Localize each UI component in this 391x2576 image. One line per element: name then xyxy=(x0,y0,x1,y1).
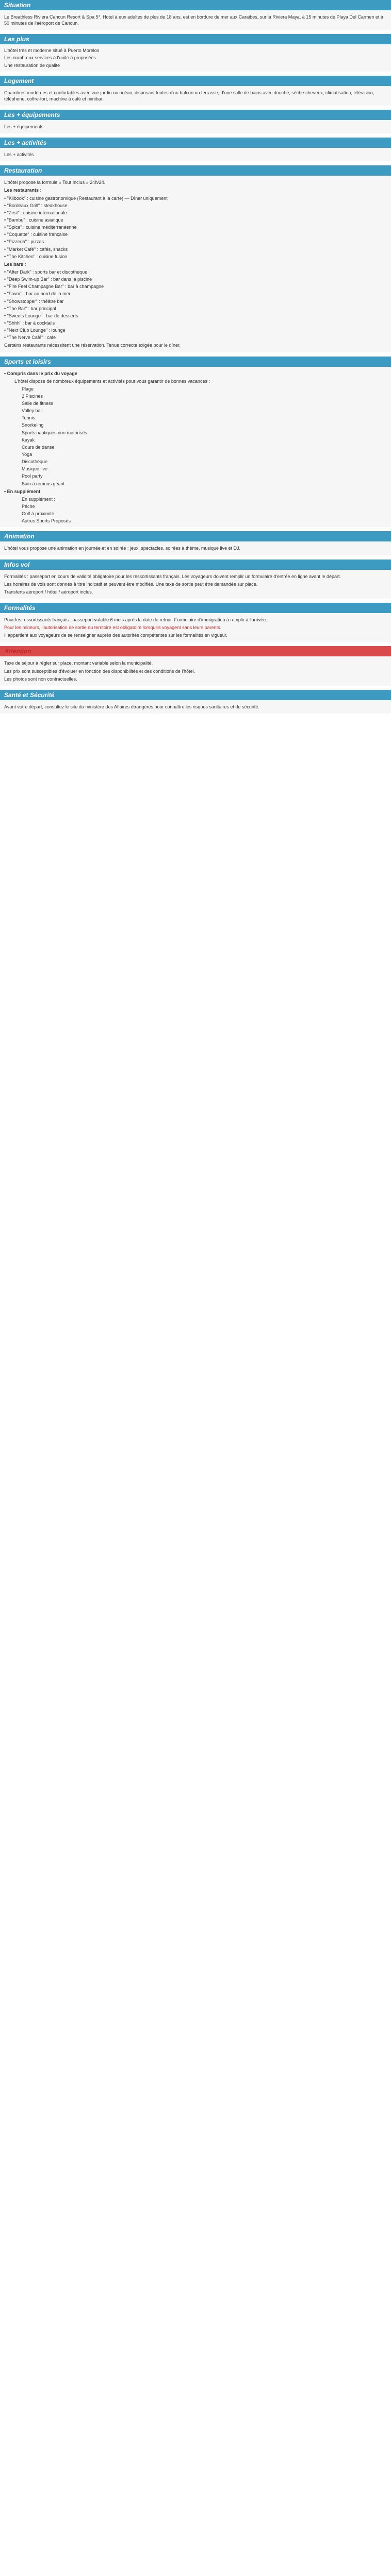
restaurant-item: • "Zest" : cuisine internationale xyxy=(4,210,387,216)
included-intro: L'hôtel dispose de nombreux équipements et activités pour vous garantir de bonnes vacances : xyxy=(14,378,210,384)
attention-p3: Les photos sont non contractuelles. xyxy=(4,676,77,682)
restauration-note: Certains restaurants nécessitent une réservation. Tenue correcte exigée pour le dîner. xyxy=(4,343,181,348)
section-body-animation xyxy=(0,541,391,555)
formalites-p2: Pour les mineurs, l'autorisation de sortie du territoire est obligatoire lorsqu'ils voyagent sans leurs parents. xyxy=(4,625,222,631)
bar-item: • "Showstopper" : théâtre bar xyxy=(4,298,387,304)
restaurants-label: Les restaurants : xyxy=(4,188,42,193)
activites-text: Les + activités xyxy=(4,152,34,158)
restaurant-item: • "Kiibook" : cuisine gastronomique (Restaurant à la carte) — Dîner uniquement xyxy=(4,195,387,201)
bar-item: • "The Nerve Café" : café xyxy=(4,334,387,341)
included-item: Sports nautiques non motorisés xyxy=(22,430,87,435)
section-body-formalites xyxy=(0,613,391,642)
optional-label: • En supplément xyxy=(4,488,387,495)
section-heading-equipements: Les + équipements xyxy=(0,110,391,120)
section-body-restauration xyxy=(0,176,391,352)
restauration-intro: L'hôtel propose la formule « Tout Inclus » 24h/24. xyxy=(4,180,106,185)
formalites-p1: Pour les ressortissants français : passeport valable 6 mois après la date de retour. Formulaire d'immigration à remplir à l'arrivée. xyxy=(4,617,267,623)
section-heading-sante: Santé et Sécurité xyxy=(0,690,391,700)
plus-line: Une restauration de qualité xyxy=(4,62,60,68)
bar-item: • "Deep Swim-up Bar" : bar dans la piscine xyxy=(4,276,387,282)
optional-item: Pêche xyxy=(22,504,35,510)
section-body-plus xyxy=(0,44,391,71)
bar-item: • "Next Club Lounge" : lounge xyxy=(4,327,387,333)
bar-item: • "Favor" : bar au bord de la mer xyxy=(4,291,387,297)
section-heading-logement: Logement xyxy=(0,76,391,86)
included-item: Salle de fitness xyxy=(22,401,54,406)
section-body-attention xyxy=(0,656,391,685)
section-body-logement xyxy=(0,86,391,106)
plus-line: Les nombreux services à l'unité à proposées xyxy=(4,55,96,61)
included-item: Yoga xyxy=(22,452,32,457)
bar-item: • "Fire Feel Champagne Bar" : bar à champagne xyxy=(4,283,387,290)
section-body-sports xyxy=(0,367,391,528)
section-heading-plus: Les plus xyxy=(0,34,391,44)
section-body-equipements xyxy=(0,120,391,133)
restaurant-item: • "Spice" : cuisine méditerranéenne xyxy=(4,224,387,230)
optional-item: En supplément : xyxy=(22,496,56,502)
restaurant-item: • "Bambu" : cuisine asiatique xyxy=(4,217,387,223)
section-body-situation xyxy=(0,10,391,30)
page xyxy=(0,0,391,714)
restaurant-item: • "Market Café" : cafés, snacks xyxy=(4,246,387,252)
section-body-sante xyxy=(0,700,391,714)
bar-item: • "Sweets Lounge" : bar de desserts xyxy=(4,313,387,319)
formalites-p3: Il appartient aux voyageurs de se renseigner auprès des autorités compétentes sur les formalités en vigueur. xyxy=(4,633,227,638)
section-heading-infos-vol: Infos vol xyxy=(0,560,391,570)
logement-text: Chambres modernes et confortables avec vue jardin ou océan, disposant toutes d'un balcon ou terrasse, d'une salle de bains avec douche, sèche-cheveux, climatisation, télévision, téléphone, coffre-fort, machine à café et minibar. xyxy=(4,90,374,101)
infos-vol-p1: Formalités : passeport en cours de validité obligatoire pour les ressortissants français. Les voyageurs doivent remplir un formulaire d'entrée en ligne avant le départ. xyxy=(4,573,341,579)
attention-p1: Taxe de séjour à régler sur place, montant variable selon la municipalité. xyxy=(4,660,153,666)
included-item: Snorkeling xyxy=(22,422,44,428)
section-heading-formalites: Formalités xyxy=(0,603,391,613)
equipements-text: Les + équipements xyxy=(4,124,44,129)
included-item: Volley ball xyxy=(22,408,43,414)
sante-text: Avant votre départ, consultez le site du ministère des Affaires étrangères pour connaître les risques sanitaires et de sécurité. xyxy=(4,704,259,709)
included-label: • Compris dans le prix du voyage xyxy=(4,370,387,377)
section-heading-animation: Animation xyxy=(0,531,391,541)
animation-text: L'hôtel vous propose une animation en journée et en soirée : jeux, spectacles, soirées à thème, musique live et DJ. xyxy=(4,546,240,551)
included-item: Musique live xyxy=(22,466,48,472)
restaurant-item: • "The Kitchen" : cuisine fusion xyxy=(4,253,387,260)
infos-vol-p2: Les horaires de vols sont donnés à titre indicatif et peuvent être modifiés. Une taxe de sortie peut être demandée sur place. xyxy=(4,581,258,587)
restaurant-item: • "Pizzeria" : pizzas xyxy=(4,239,387,245)
section-body-infos-vol xyxy=(0,570,391,599)
situation-text: Le Breathless Riviera Cancun Resort & Spa 5*, Hotel à eux adultes de plus de 18 ans, est en bordure de mer aux Caraibes, sur la Riviera Maya, à 15 minutes de Playa Del Carmen et à 50 minutes de l'aéroport de Cancun. xyxy=(4,14,383,26)
restaurant-item: • "Bordeaux Grill" : steakhouse xyxy=(4,202,387,209)
bars-label: Les bars : xyxy=(4,261,26,267)
attention-p2: Les prix sont susceptibles d'évoluer en fonction des disponibilités et des conditions de l'hôtel. xyxy=(4,668,196,674)
optional-item: Autres Sports Proposés xyxy=(22,518,71,524)
included-item: Pool party xyxy=(22,473,43,479)
infos-vol-p3: Transferts aéroport / hôtel / aéroport inclus. xyxy=(4,589,93,595)
bar-item: • "The Bar" : bar principal xyxy=(4,306,387,312)
section-body-activites xyxy=(0,148,391,161)
included-item: Tennis xyxy=(22,415,36,421)
section-heading-restauration: Restauration xyxy=(0,165,391,176)
included-item: Discothèque xyxy=(22,459,48,465)
included-item: Kayak xyxy=(22,437,35,443)
included-item: Bain à remous géant xyxy=(22,481,65,486)
section-heading-attention: Attention xyxy=(0,646,391,656)
restaurant-item: • "Coquette" : cuisine française xyxy=(4,231,387,238)
included-item: Plage xyxy=(22,386,34,392)
section-heading-activites: Les + activités xyxy=(0,138,391,148)
bar-item: • "Shhh" : bar à cocktails xyxy=(4,320,387,326)
plus-line: L'hôtel très et moderne situé à Puerto Morelos xyxy=(4,48,100,54)
optional-item: Golf à proximité xyxy=(22,511,55,517)
included-item: Cours de danse xyxy=(22,444,55,450)
included-item: 2 Piscines xyxy=(22,393,43,399)
section-heading-sports: Sports et loisirs xyxy=(0,357,391,367)
bar-item: • "After Dark" : sports bar et discothèque xyxy=(4,269,387,275)
section-heading-situation: Situation xyxy=(0,0,391,10)
